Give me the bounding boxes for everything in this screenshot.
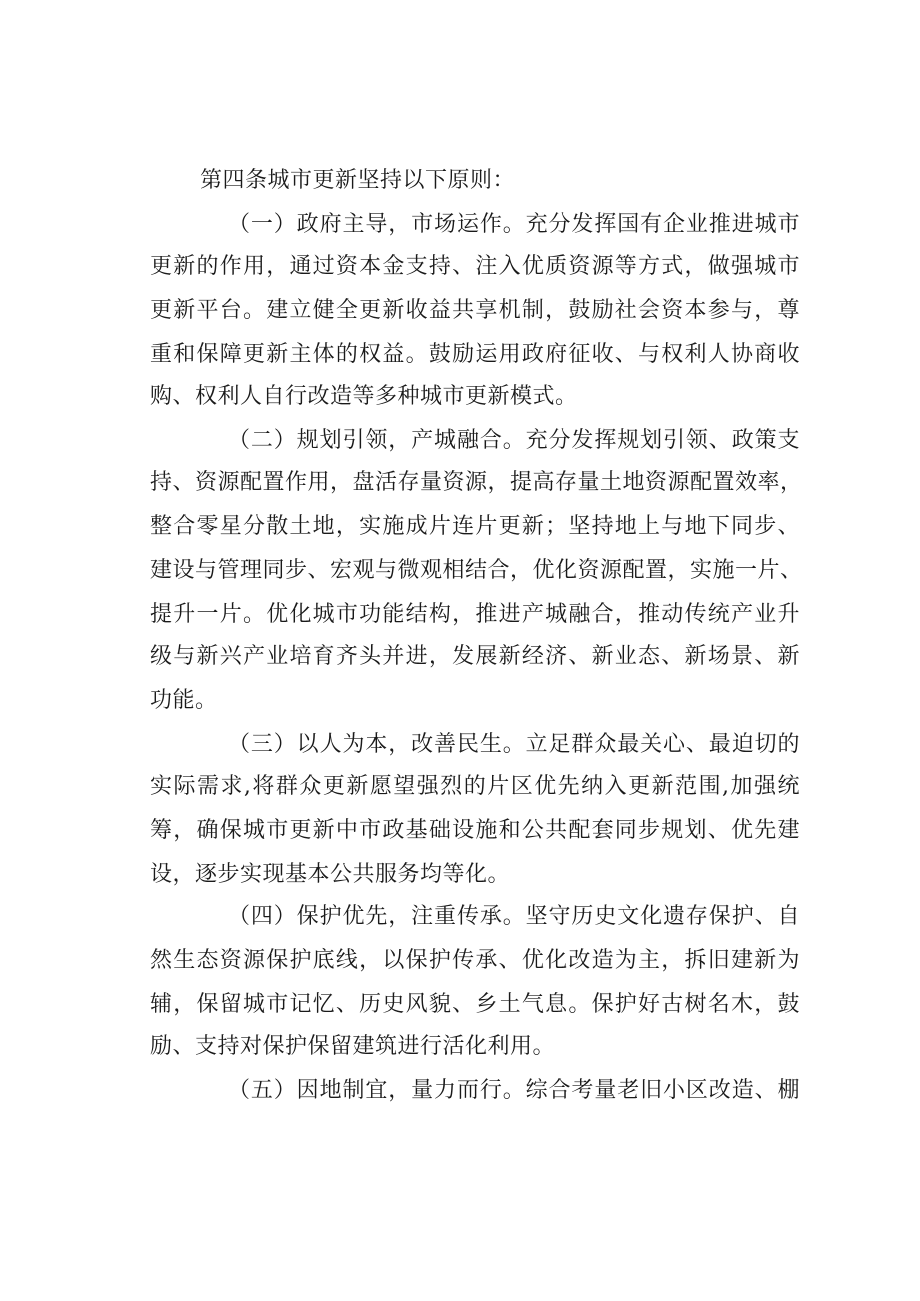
principle-1-line-5: 购、权利人自行改造等多种城市更新模式。: [150, 384, 578, 409]
principle-3-line-2: 实际需求,将群众更新愿望强烈的片区优先纳入更新范围,加强统: [150, 774, 800, 799]
principle-2-line-7: 功能。: [150, 688, 218, 713]
principle-3-line-3: 筹，确保城市更新中市政基础设施和公共配套同步规划、优先建: [150, 818, 800, 843]
principle-4-line-3: 辅，保留城市记忆、历史风貌、乡土气息。保护好古树名木，鼓: [150, 992, 800, 1017]
principle-1-line-2: 更新的作用，通过资本金支持、注入优质资源等方式，做强城市: [150, 254, 800, 279]
principle-1-line-4: 重和保障更新主体的权益。鼓励运用政府征收、与权利人协商收: [150, 342, 800, 367]
principle-2-line-3: 整合零星分散土地，实施成片连片更新；坚持地上与地下同步、: [150, 514, 800, 539]
principle-3-line-1: （三）以人为本，改善民生。立足群众最关心、最迫切的: [228, 732, 800, 757]
principle-2-line-5: 提升一片。优化城市功能结构，推进产城融合，推动传统产业升: [150, 602, 800, 627]
principle-3-line-4: 设，逐步实现基本公共服务均等化。: [150, 862, 511, 887]
principle-4-line-1: （四）保护优先，注重传承。坚守历史文化遗存保护、自: [228, 904, 800, 929]
principle-5-line-1: （五）因地制宜，量力而行。综合考量老旧小区改造、棚: [228, 1078, 800, 1103]
principle-4-line-4: 励、支持对保护保留建筑进行活化利用。: [150, 1034, 556, 1059]
principle-2-line-1: （二）规划引领，产城融合。充分发挥规划引领、政策支: [228, 428, 800, 453]
article-heading: 第四条城市更新坚持以下原则：: [200, 168, 516, 193]
principle-1-line-3: 更新平台。建立健全更新收益共享机制，鼓励社会资本参与，尊: [150, 298, 800, 323]
principle-2-line-2: 持、资源配置作用，盘活存量资源，提高存量土地资源配置效率，: [150, 470, 803, 495]
principle-2-line-6: 级与新兴产业培育齐头并进，发展新经济、新业态、新场景、新: [150, 644, 800, 669]
principle-1-line-1: （一）政府主导，市场运作。充分发挥国有企业推进城市: [228, 212, 800, 237]
principle-4-line-2: 然生态资源保护底线，以保护传承、优化改造为主，拆旧建新为: [150, 948, 800, 973]
principle-2-line-4: 建设与管理同步、宏观与微观相结合，优化资源配置，实施一片、: [150, 558, 803, 583]
